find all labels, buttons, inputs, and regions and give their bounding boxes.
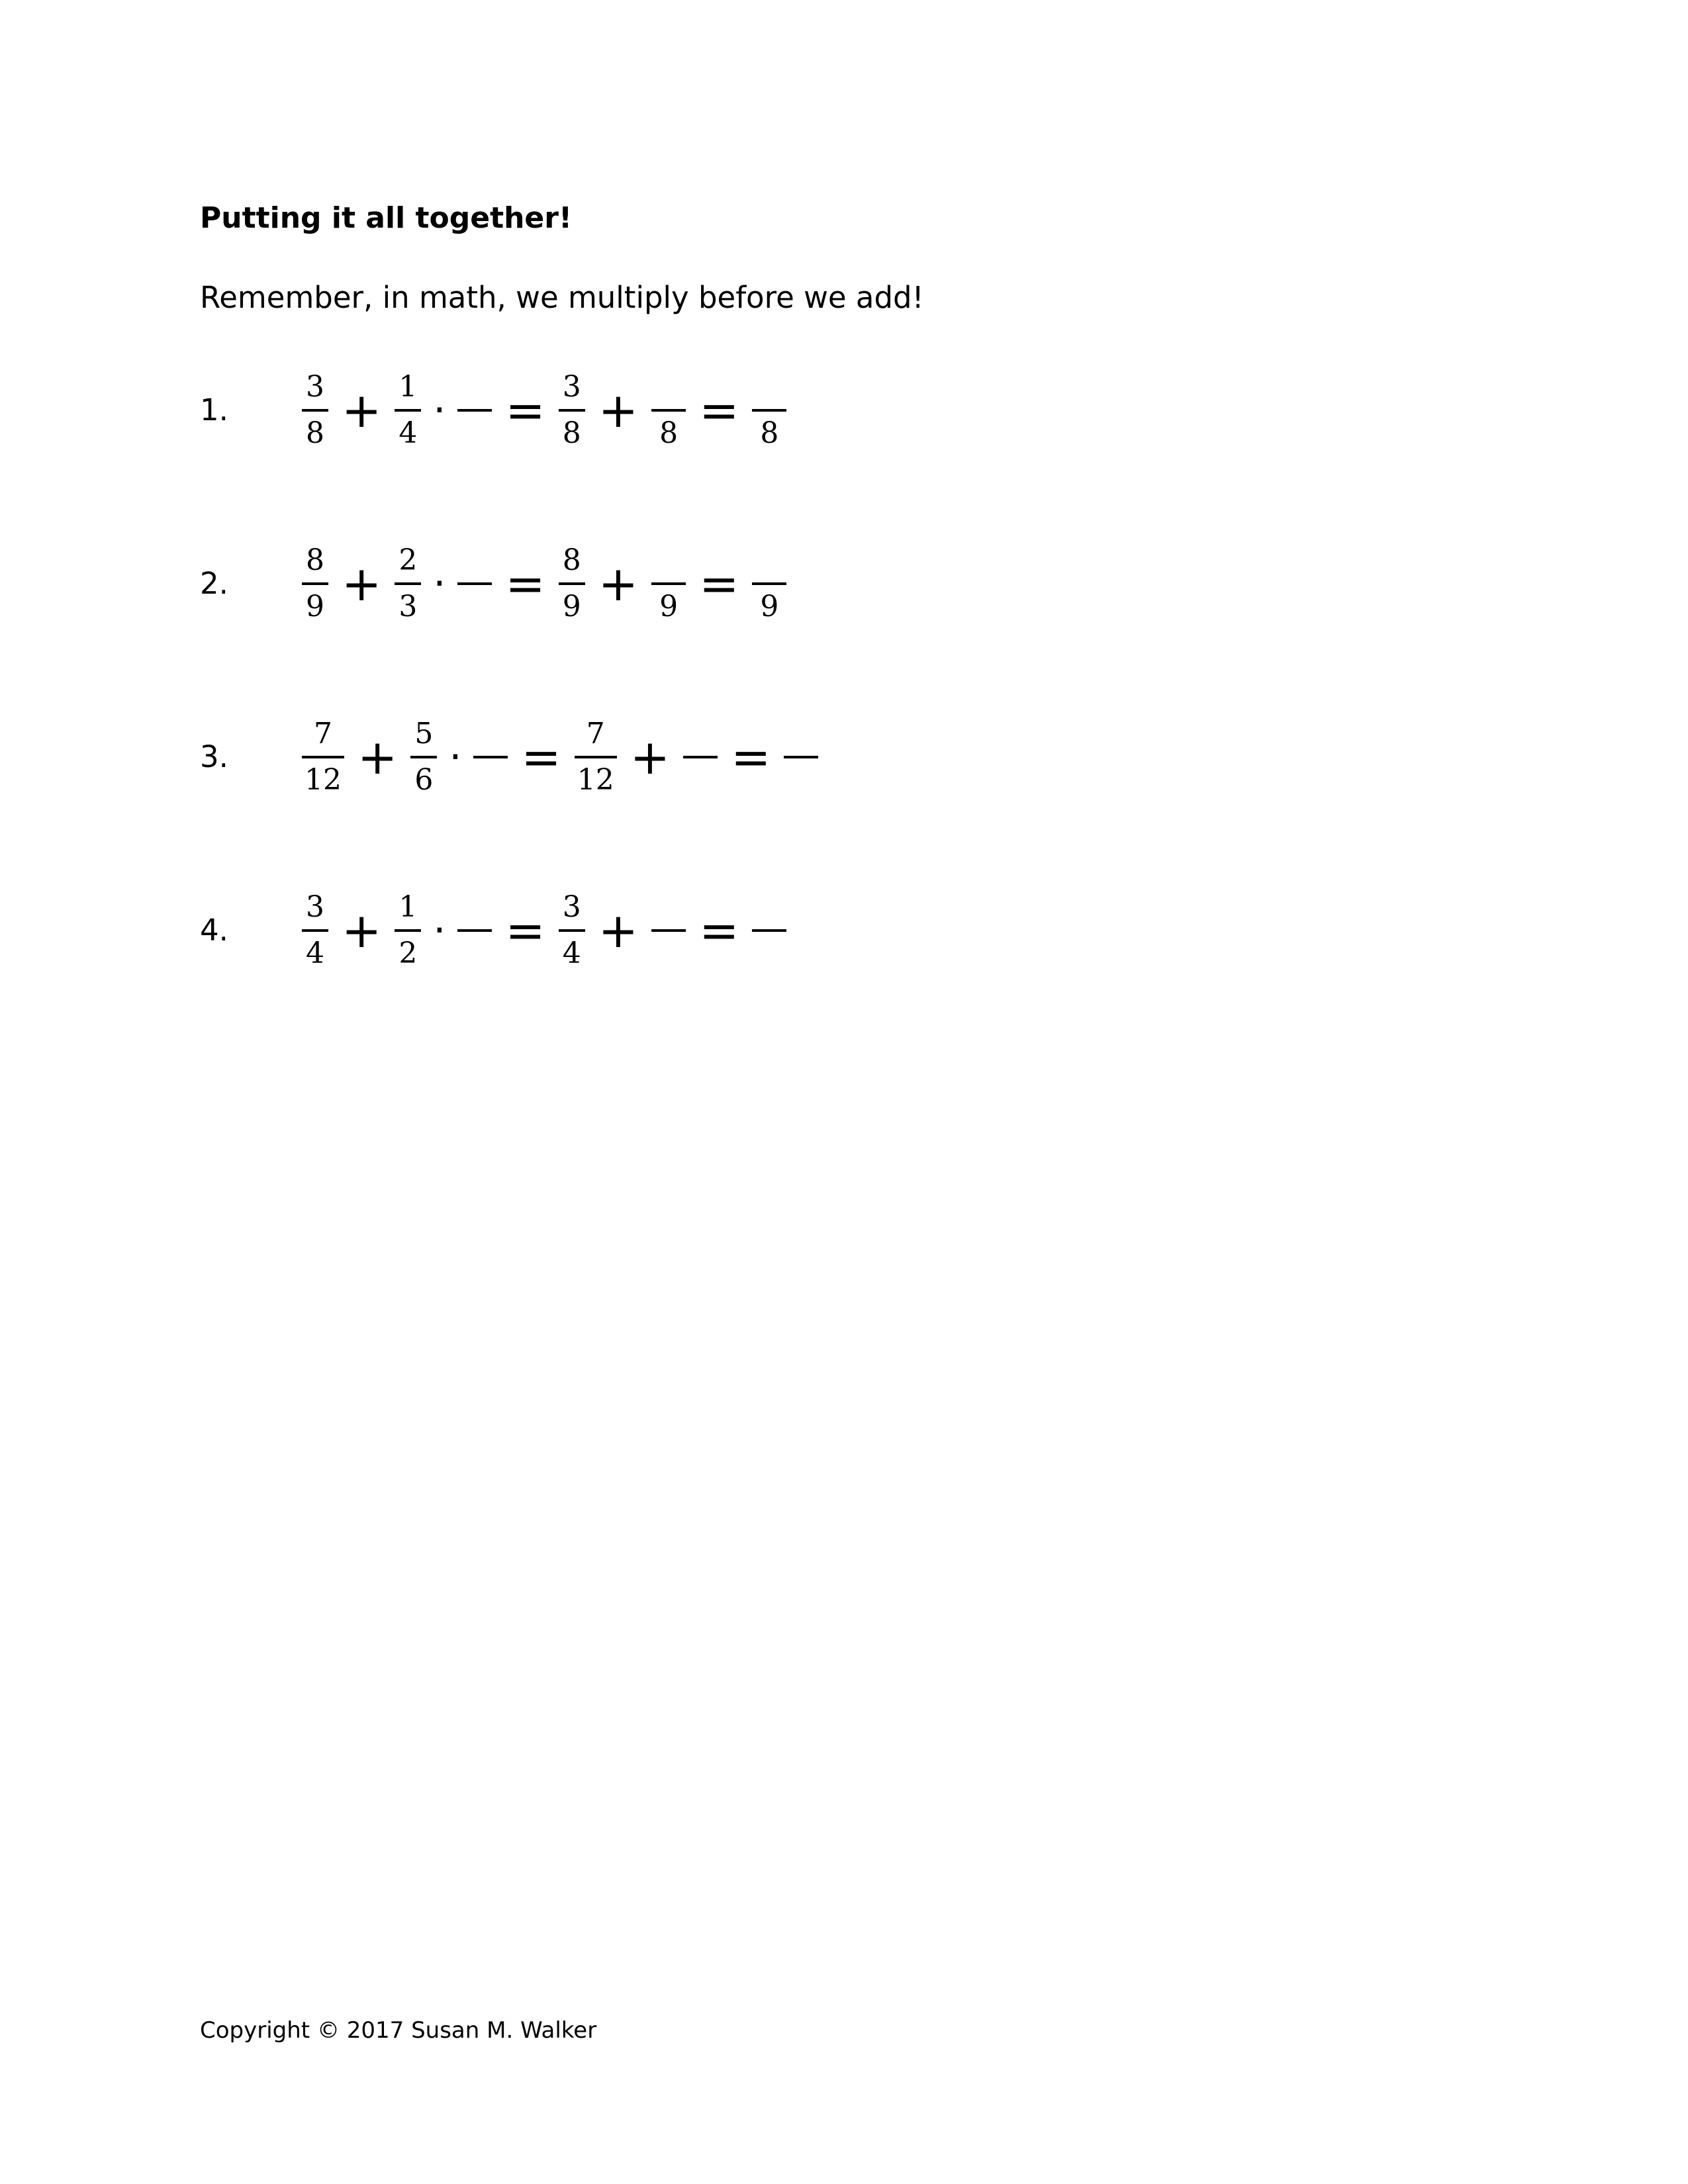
numerator: 3 <box>306 890 324 924</box>
fraction-b <box>395 542 421 625</box>
blank-fraction[interactable] <box>473 715 508 799</box>
fraction-bar <box>395 929 421 932</box>
blank-fraction[interactable] <box>651 369 686 452</box>
fraction-bar <box>410 756 437 758</box>
plus-sign: + <box>342 383 382 438</box>
problem-number: 4. <box>200 913 228 948</box>
blank-denominator[interactable] <box>688 762 713 799</box>
fraction-bar <box>752 929 786 932</box>
blank-fraction[interactable] <box>457 889 492 972</box>
problem-expression <box>298 874 790 987</box>
numerator: 1 <box>399 890 418 924</box>
equals-sign: = <box>731 729 771 785</box>
fraction-bar <box>559 582 585 585</box>
fraction-bar <box>575 756 617 758</box>
problem-2 <box>200 527 1391 640</box>
denominator: 12 <box>305 763 342 797</box>
blank-numerator[interactable] <box>788 715 814 752</box>
blank-numerator[interactable] <box>462 542 487 579</box>
fraction-a <box>302 889 328 972</box>
answer-fraction[interactable] <box>752 369 786 452</box>
page-title: Putting it all together! <box>200 201 573 235</box>
equals-sign: = <box>699 556 739 612</box>
numerator: 3 <box>562 890 581 924</box>
fraction-bar <box>473 756 508 758</box>
numerator: 3 <box>306 370 324 404</box>
denominator: 2 <box>399 936 418 970</box>
blank-denominator[interactable] <box>462 415 487 452</box>
problem-expression <box>298 527 790 640</box>
denominator: 9 <box>562 590 581 623</box>
plus-sign: + <box>598 903 639 958</box>
multiply-sign: · <box>433 561 446 607</box>
denominator: 9 <box>659 590 679 623</box>
blank-numerator[interactable] <box>462 889 487 926</box>
denominator: 3 <box>399 590 418 623</box>
fraction-bar <box>457 582 492 585</box>
fraction-bar <box>302 582 328 585</box>
fraction-bar <box>559 929 585 932</box>
blank-numerator[interactable] <box>688 715 713 752</box>
problem-number: 3. <box>200 739 228 774</box>
fraction-b <box>410 715 437 799</box>
denominator: 8 <box>562 416 581 450</box>
numerator: 5 <box>414 717 434 751</box>
numerator: 8 <box>306 543 324 577</box>
fraction-bar <box>651 929 686 932</box>
denominator: 12 <box>577 763 614 797</box>
fraction-a <box>302 542 328 625</box>
numerator: 8 <box>562 543 581 577</box>
fraction-bar <box>752 582 786 585</box>
fraction-bar <box>651 409 686 412</box>
equals-sign: = <box>505 556 545 612</box>
numerator: 2 <box>399 543 418 577</box>
fraction-bar <box>752 409 786 412</box>
problem-expression <box>298 701 822 813</box>
problem-number: 2. <box>200 566 228 601</box>
blank-denominator[interactable] <box>478 762 503 799</box>
fraction-bar <box>395 409 421 412</box>
multiply-sign: · <box>433 387 446 433</box>
answer-fraction[interactable] <box>784 715 818 799</box>
multiply-sign: · <box>433 907 446 954</box>
fraction-b <box>395 889 421 972</box>
plus-sign: + <box>342 903 382 958</box>
equals-sign: = <box>699 383 739 438</box>
fraction-bar <box>395 582 421 585</box>
denominator: 9 <box>760 590 779 623</box>
numerator: 1 <box>399 370 418 404</box>
problem-expression <box>298 354 790 467</box>
denominator: 8 <box>760 416 779 450</box>
denominator: 4 <box>562 936 581 970</box>
equals-sign: = <box>505 383 545 438</box>
blank-fraction[interactable] <box>457 369 492 452</box>
numerator: 7 <box>586 717 605 751</box>
equals-sign: = <box>521 729 561 785</box>
numerator: 3 <box>562 370 581 404</box>
fraction-a <box>302 369 328 452</box>
blank-numerator[interactable] <box>462 369 487 406</box>
problem-number: 1. <box>200 392 228 428</box>
plus-sign: + <box>630 729 671 785</box>
fraction-b <box>395 369 421 452</box>
denominator: 9 <box>306 590 324 623</box>
blank-numerator[interactable] <box>656 542 681 579</box>
multiply-sign: · <box>449 734 462 780</box>
denominator: 4 <box>399 416 418 450</box>
fraction-bar <box>784 756 818 758</box>
numerator: 7 <box>314 717 332 751</box>
equals-sign: = <box>699 903 739 958</box>
blank-denominator[interactable] <box>757 935 782 972</box>
fraction-d <box>559 542 585 625</box>
fraction-d <box>575 715 617 799</box>
fraction-d <box>559 369 585 452</box>
problem-4 <box>200 874 1391 987</box>
fraction-bar <box>683 756 718 758</box>
answer-fraction[interactable] <box>752 889 786 972</box>
blank-denominator[interactable] <box>788 762 814 799</box>
fraction-bar <box>302 409 328 412</box>
denominator: 4 <box>306 936 324 970</box>
blank-denominator[interactable] <box>462 935 487 972</box>
blank-numerator[interactable] <box>757 889 782 926</box>
blank-denominator[interactable] <box>656 935 681 972</box>
fraction-a <box>302 715 344 799</box>
fraction-bar <box>302 756 344 758</box>
denominator: 8 <box>306 416 324 450</box>
plus-sign: + <box>598 383 639 438</box>
blank-numerator[interactable] <box>757 369 782 406</box>
plus-sign: + <box>598 556 639 612</box>
blank-denominator[interactable] <box>462 588 487 625</box>
fraction-d <box>559 889 585 972</box>
blank-numerator[interactable] <box>757 542 782 579</box>
instruction-text: Remember, in math, we multiply before we add! <box>200 280 924 315</box>
fraction-bar <box>302 929 328 932</box>
fraction-bar <box>651 582 686 585</box>
denominator: 8 <box>659 416 679 450</box>
blank-numerator[interactable] <box>656 889 681 926</box>
blank-fraction[interactable] <box>457 542 492 625</box>
copyright-footer: Copyright © 2017 Susan M. Walker <box>200 2017 597 2044</box>
equals-sign: = <box>505 903 545 958</box>
plus-sign: + <box>357 729 398 785</box>
problem-1 <box>200 354 1391 467</box>
blank-fraction[interactable] <box>683 715 718 799</box>
blank-numerator[interactable] <box>656 369 681 406</box>
fraction-bar <box>457 929 492 932</box>
problem-3 <box>200 701 1391 813</box>
answer-fraction[interactable] <box>752 542 786 625</box>
blank-numerator[interactable] <box>478 715 503 752</box>
fraction-bar <box>457 409 492 412</box>
fraction-bar <box>559 409 585 412</box>
blank-fraction[interactable] <box>651 542 686 625</box>
denominator: 6 <box>414 763 434 797</box>
plus-sign: + <box>342 556 382 612</box>
blank-fraction[interactable] <box>651 889 686 972</box>
